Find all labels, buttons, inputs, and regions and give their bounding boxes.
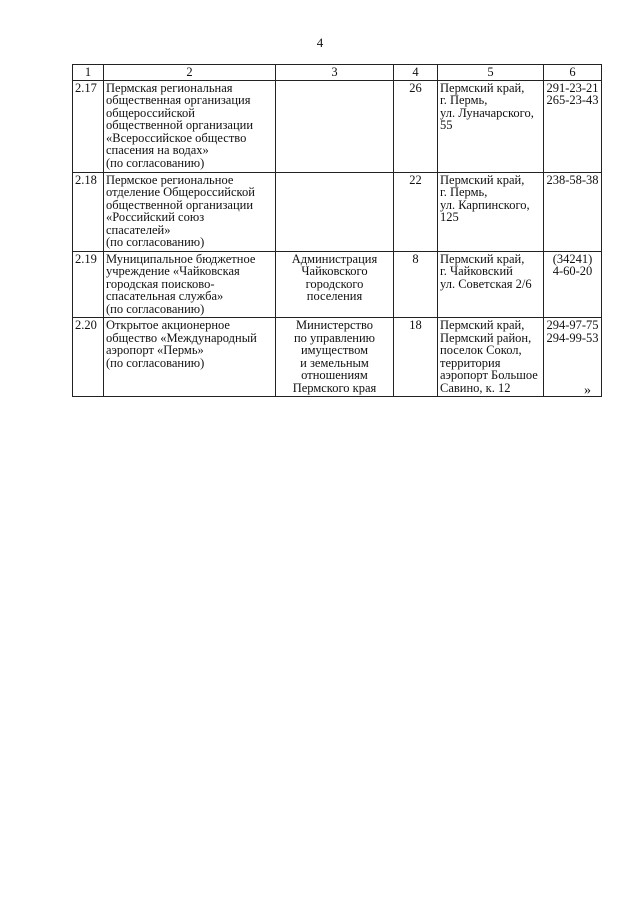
phone-cell-line: 4-60-20: [552, 264, 593, 278]
organization-cell-line: (по согласованию): [106, 301, 205, 316]
organization-cell-line: Открытое акционерное: [106, 318, 230, 332]
authority-cell-line: имуществом: [300, 343, 369, 357]
page-number: 4: [316, 35, 324, 50]
authority-cell: [276, 251, 394, 318]
row-number-cell: 2.19: [73, 251, 104, 318]
address-cell-line: Савино, к. 12: [440, 380, 511, 395]
organization-cell: [104, 318, 276, 397]
phone-cell: [544, 318, 602, 397]
row-number-cell: 2.17: [73, 80, 104, 172]
address-cell-line: Пермский край,: [440, 80, 525, 95]
table-body: [73, 80, 602, 397]
organization-cell-line: (по согласованию): [106, 355, 205, 370]
staff-count-cell: 8: [394, 251, 438, 318]
organization-cell-line: общественной организации: [106, 118, 254, 132]
organization-cell: [104, 251, 276, 318]
organization-cell-line: учреждение «Чайковская: [106, 264, 240, 278]
table-header-row: [73, 65, 602, 81]
organization-cell-line: спасательная служба»: [106, 289, 224, 303]
address-cell-line: Пермский район,: [440, 330, 532, 345]
organization-cell-line: отделение Общероссийской: [106, 185, 255, 199]
organization-cell-line: Пермская региональная: [106, 80, 233, 95]
address-cell: [438, 251, 544, 318]
staff-count-cell: 26: [394, 80, 438, 172]
authority-cell: [276, 80, 394, 172]
address-cell-line: территория: [440, 355, 501, 370]
address-cell-line: Пермский край,: [440, 318, 525, 332]
authority-cell-line: Пермского края: [292, 380, 377, 395]
row-number-cell: 2.20: [73, 318, 104, 397]
organization-cell-line: Муниципальное бюджетное: [106, 251, 256, 266]
column-header-5: 5: [438, 65, 544, 81]
address-cell-line: ул. Карпинского,: [440, 197, 530, 212]
authority-cell-line: Министерство: [295, 318, 374, 332]
organization-cell-line: (по согласованию): [106, 235, 205, 249]
organization-cell-line: общероссийской: [106, 105, 195, 120]
address-cell-line: 55: [440, 118, 453, 132]
column-header-1: 1: [73, 65, 104, 81]
phone-cell-line: 265-23-43: [546, 93, 599, 107]
organization-cell-line: общественная организация: [106, 93, 251, 107]
column-header-3: 3: [276, 65, 394, 81]
organization-cell: [104, 80, 276, 172]
address-cell-line: г. Чайковский: [440, 264, 513, 278]
organization-cell-line: аэропорт «Пермь»: [106, 343, 204, 357]
column-header-2: 2: [104, 65, 276, 81]
authority-cell-line: поселения: [306, 289, 363, 303]
address-cell: [438, 172, 544, 251]
table-row: [73, 318, 602, 397]
authority-cell: [276, 318, 394, 397]
address-cell-line: Пермский край,: [440, 172, 525, 187]
organization-cell-line: городская поисково-: [106, 276, 215, 291]
address-cell-line: ул. Советская 2/6: [440, 276, 532, 291]
phone-cell-line: (34241): [552, 251, 593, 266]
organization-cell-line: (по согласованию): [106, 155, 205, 170]
authority-cell-line: Чайковского: [301, 264, 368, 278]
organization-cell-line: спасателей»: [106, 222, 171, 237]
table-row: [73, 172, 602, 251]
organization-cell-line: общественной организации: [106, 197, 254, 212]
organization-cell-line: «Всероссийское общество: [106, 130, 247, 145]
column-header-4: 4: [394, 65, 438, 81]
address-cell-line: ул. Луначарского,: [440, 105, 534, 120]
row-number-cell: 2.18: [73, 172, 104, 251]
staff-count-cell: 18: [394, 318, 438, 397]
phone-cell-line: 291-23-21: [546, 80, 599, 95]
phone-cell-line: 238-58-38: [546, 172, 599, 187]
phone-cell-line: 294-97-75: [546, 318, 599, 332]
address-cell-line: г. Пермь,: [440, 185, 488, 199]
authority-cell-line: отношениям: [301, 368, 368, 382]
authority-cell-line: городского: [305, 276, 364, 291]
phone-cell-line: 294-99-53: [546, 330, 599, 345]
authority-cell-line: Администрация: [291, 251, 378, 266]
address-cell-line: Пермский край,: [440, 251, 525, 266]
table-row: [73, 251, 602, 318]
organization-cell-line: общество «Международный: [106, 330, 257, 345]
organization-cell: [104, 172, 276, 251]
phone-cell: [544, 172, 602, 251]
organization-cell-line: спасения на водах»: [106, 143, 209, 157]
authority-cell-line: по управлению: [293, 330, 376, 345]
organization-cell-line: Пермское региональное: [106, 172, 234, 187]
organization-cell-line: «Российский союз: [106, 210, 205, 224]
authority-cell: [276, 172, 394, 251]
organizations-table: [72, 64, 602, 397]
staff-count-cell: 22: [394, 172, 438, 251]
address-cell: [438, 80, 544, 172]
table-row: [73, 80, 602, 172]
column-header-6: 6: [544, 65, 602, 81]
closing-quote: »: [584, 383, 591, 398]
address-cell: [438, 318, 544, 397]
authority-cell-line: и земельным: [300, 355, 369, 370]
address-cell-line: 125: [440, 210, 459, 224]
phone-cell: [544, 80, 602, 172]
phone-cell: [544, 251, 602, 318]
address-cell-line: аэропорт Большое: [440, 368, 538, 382]
address-cell-line: поселок Сокол,: [440, 343, 522, 357]
address-cell-line: г. Пермь,: [440, 93, 488, 107]
